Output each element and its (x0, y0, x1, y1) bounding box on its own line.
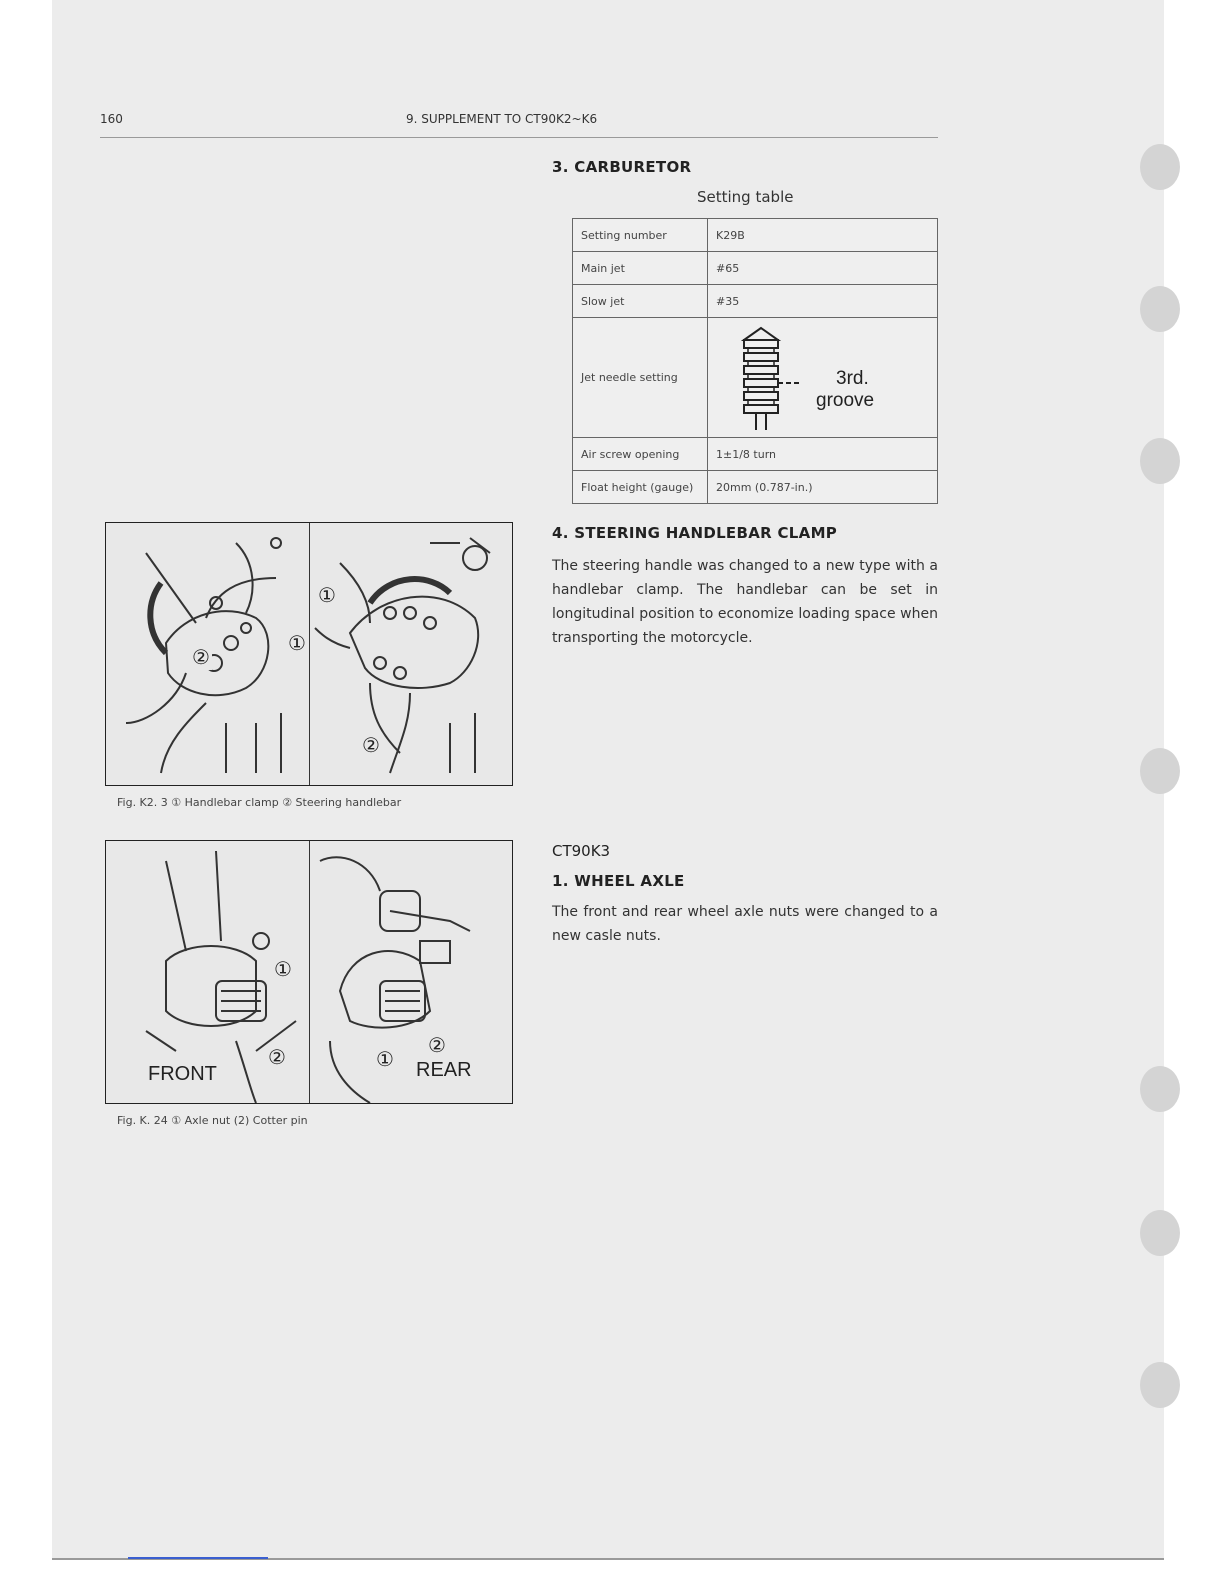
groove-label (816, 368, 874, 412)
row-value: K29B (708, 219, 938, 252)
row-value: 20mm (0.787-in.) (708, 471, 938, 504)
model-heading: CT90K3 (552, 842, 611, 860)
steering-handlebar-illustration (310, 523, 512, 785)
header-rule (100, 137, 938, 138)
callout-2: ② (268, 1047, 286, 1069)
front-label: FRONT (148, 1063, 217, 1085)
chapter-title: 9. SUPPLEMENT TO CT90K2~K6 (406, 112, 598, 126)
rear-axle-illustration (310, 841, 512, 1103)
carburetor-setting-table (572, 218, 938, 504)
page-bottom-link-bar (128, 1557, 268, 1559)
binder-hole (1140, 1210, 1180, 1256)
rear-label: REAR (416, 1059, 472, 1081)
callout-2: ② (428, 1035, 446, 1057)
table-row (573, 252, 938, 285)
setting-table-title: Setting table (697, 188, 794, 206)
carburetor-heading: 3. CARBURETOR (552, 158, 692, 176)
figure-k23-caption: Fig. K2. 3 ① Handlebar clamp ② Steering handlebar (117, 796, 402, 809)
callout-1: ① (274, 959, 292, 981)
row-label: Jet needle setting (573, 318, 708, 438)
callout-1: ① (318, 585, 336, 607)
jet-needle-diagram (716, 322, 916, 434)
figure-rear-panel (310, 841, 512, 1103)
steering-text: The steering handle was changed to a new type with a handlebar clamp. The handlebar can be set in longitudinal position to economize loading space when transporting the motorcycle. (552, 558, 938, 646)
row-label: Float height (gauge) (573, 471, 708, 504)
groove-label-line2: groove (816, 389, 875, 411)
row-label: Main jet (573, 252, 708, 285)
page-number: 160 (100, 112, 123, 126)
binder-hole (1140, 1362, 1180, 1408)
figure-right-panel (310, 523, 512, 785)
table-row (573, 219, 938, 252)
row-label: Slow jet (573, 285, 708, 318)
binder-hole (1140, 1066, 1180, 1112)
jet-needle-icon (734, 326, 814, 432)
callout-2: ② (192, 647, 210, 669)
callout-1: ① (376, 1049, 394, 1071)
table-row (573, 285, 938, 318)
figure-left-panel (106, 523, 309, 785)
jet-needle-diagram-cell (708, 318, 938, 438)
row-value: #65 (708, 252, 938, 285)
binder-hole (1140, 748, 1180, 794)
steering-heading: 4. STEERING HANDLEBAR CLAMP (552, 524, 838, 542)
figure-axle-nut (105, 840, 513, 1104)
binder-hole (1140, 286, 1180, 332)
binder-hole (1140, 144, 1180, 190)
row-label: Setting number (573, 219, 708, 252)
row-value: 1±1/8 turn (708, 438, 938, 471)
figure-k24-caption: Fig. K. 24 ① Axle nut (2) Cotter pin (117, 1114, 308, 1127)
wheel-axle-heading: 1. WHEEL AXLE (552, 872, 685, 890)
groove-label-line1: 3rd. (836, 367, 869, 389)
callout-1: ① (288, 633, 306, 655)
row-value: #35 (708, 285, 938, 318)
row-label: Air screw opening (573, 438, 708, 471)
callout-2: ② (362, 735, 380, 757)
table-row (573, 438, 938, 471)
table-row (573, 471, 938, 504)
figure-handlebar-clamp (105, 522, 513, 786)
figure-front-panel (106, 841, 309, 1103)
table-row (573, 318, 938, 438)
binder-hole (1140, 438, 1180, 484)
wheel-axle-text: The front and rear wheel axle nuts were changed to a new casle nuts. (552, 904, 938, 944)
